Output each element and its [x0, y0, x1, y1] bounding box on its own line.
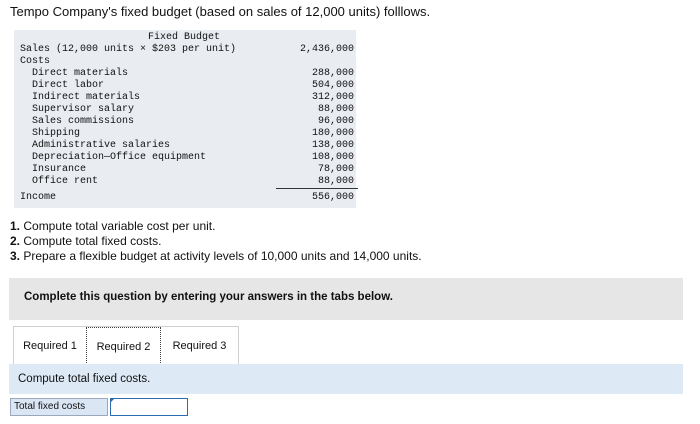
- cost-value: 312,000: [311, 92, 354, 103]
- cost-row: [14, 80, 356, 92]
- cost-label: Depreciation—Office equipment: [32, 152, 207, 163]
- question-item: [10, 234, 422, 249]
- cost-value: 96,000: [317, 116, 354, 127]
- instruction-text: Complete this question by entering your answers in the tabs below.: [24, 291, 393, 303]
- fixed-budget-table: [14, 30, 356, 208]
- question-text: Prepare a flexible budget at activity levels of 10,000 units and 14,000 units.: [20, 249, 422, 263]
- sales-label: Sales (12,000 units × $203 per unit): [20, 44, 237, 55]
- cost-label: Administrative salaries: [32, 140, 171, 151]
- cost-row: [14, 92, 356, 104]
- tab-required-1[interactable]: Required 1: [23, 340, 77, 352]
- total-rule: [276, 188, 358, 189]
- question-number: 3.: [10, 249, 21, 263]
- cost-label: Direct labor: [32, 80, 105, 91]
- budget-header-row: [14, 32, 356, 44]
- cost-row: [14, 152, 356, 164]
- total-fixed-costs-label: Total fixed costs: [10, 398, 108, 416]
- cost-value: 180,000: [311, 128, 354, 139]
- tab-required-2[interactable]: Required 2: [86, 327, 161, 365]
- costs-label: Costs: [20, 56, 51, 67]
- total-fixed-costs-input[interactable]: [110, 398, 188, 416]
- cost-row: [14, 68, 356, 80]
- question-item: [10, 219, 422, 234]
- cost-value: 78,000: [317, 164, 354, 175]
- cost-row: [14, 176, 356, 188]
- cost-label: Sales commissions: [32, 116, 135, 127]
- question-text: Compute total variable cost per unit.: [20, 219, 216, 233]
- sales-row: [14, 44, 356, 56]
- cost-row: [14, 104, 356, 116]
- cost-label: Indirect materials: [32, 92, 141, 103]
- question-list: [10, 219, 422, 264]
- sales-value: 2,436,000: [299, 44, 354, 55]
- cost-value: 288,000: [311, 68, 354, 79]
- cost-value: 108,000: [311, 152, 354, 163]
- budget-header: Fixed Budget: [147, 32, 220, 43]
- cost-value: 504,000: [311, 80, 354, 91]
- cost-row: [14, 116, 356, 128]
- cost-row: [14, 140, 356, 152]
- intro-text: Tempo Company's fixed budget (based on sales of 12,000 units) folllows.: [10, 4, 431, 19]
- cost-value: 88,000: [317, 104, 354, 115]
- income-label: Income: [20, 192, 57, 203]
- cost-label: Shipping: [32, 128, 81, 139]
- cost-label: Office rent: [32, 176, 99, 187]
- cost-label: Direct materials: [32, 68, 129, 79]
- question-item: [10, 249, 422, 264]
- input-corner-marker: [110, 398, 115, 403]
- cost-label: Supervisor salary: [32, 104, 135, 115]
- income-row: [14, 192, 356, 204]
- cost-value: 138,000: [311, 140, 354, 151]
- question-number: 1.: [10, 219, 21, 233]
- cost-row: [14, 164, 356, 176]
- question-text: Compute total fixed costs.: [20, 234, 162, 248]
- costs-row: [14, 56, 356, 68]
- income-value: 556,000: [311, 192, 354, 203]
- cost-value: 88,000: [317, 176, 354, 187]
- question-number: 2.: [10, 234, 21, 248]
- cost-row: [14, 128, 356, 140]
- required-tabs: [13, 326, 239, 366]
- cost-label: Insurance: [32, 164, 87, 175]
- panel-prompt: Compute total fixed costs.: [18, 373, 151, 385]
- tab-required-3[interactable]: Required 3: [172, 340, 227, 352]
